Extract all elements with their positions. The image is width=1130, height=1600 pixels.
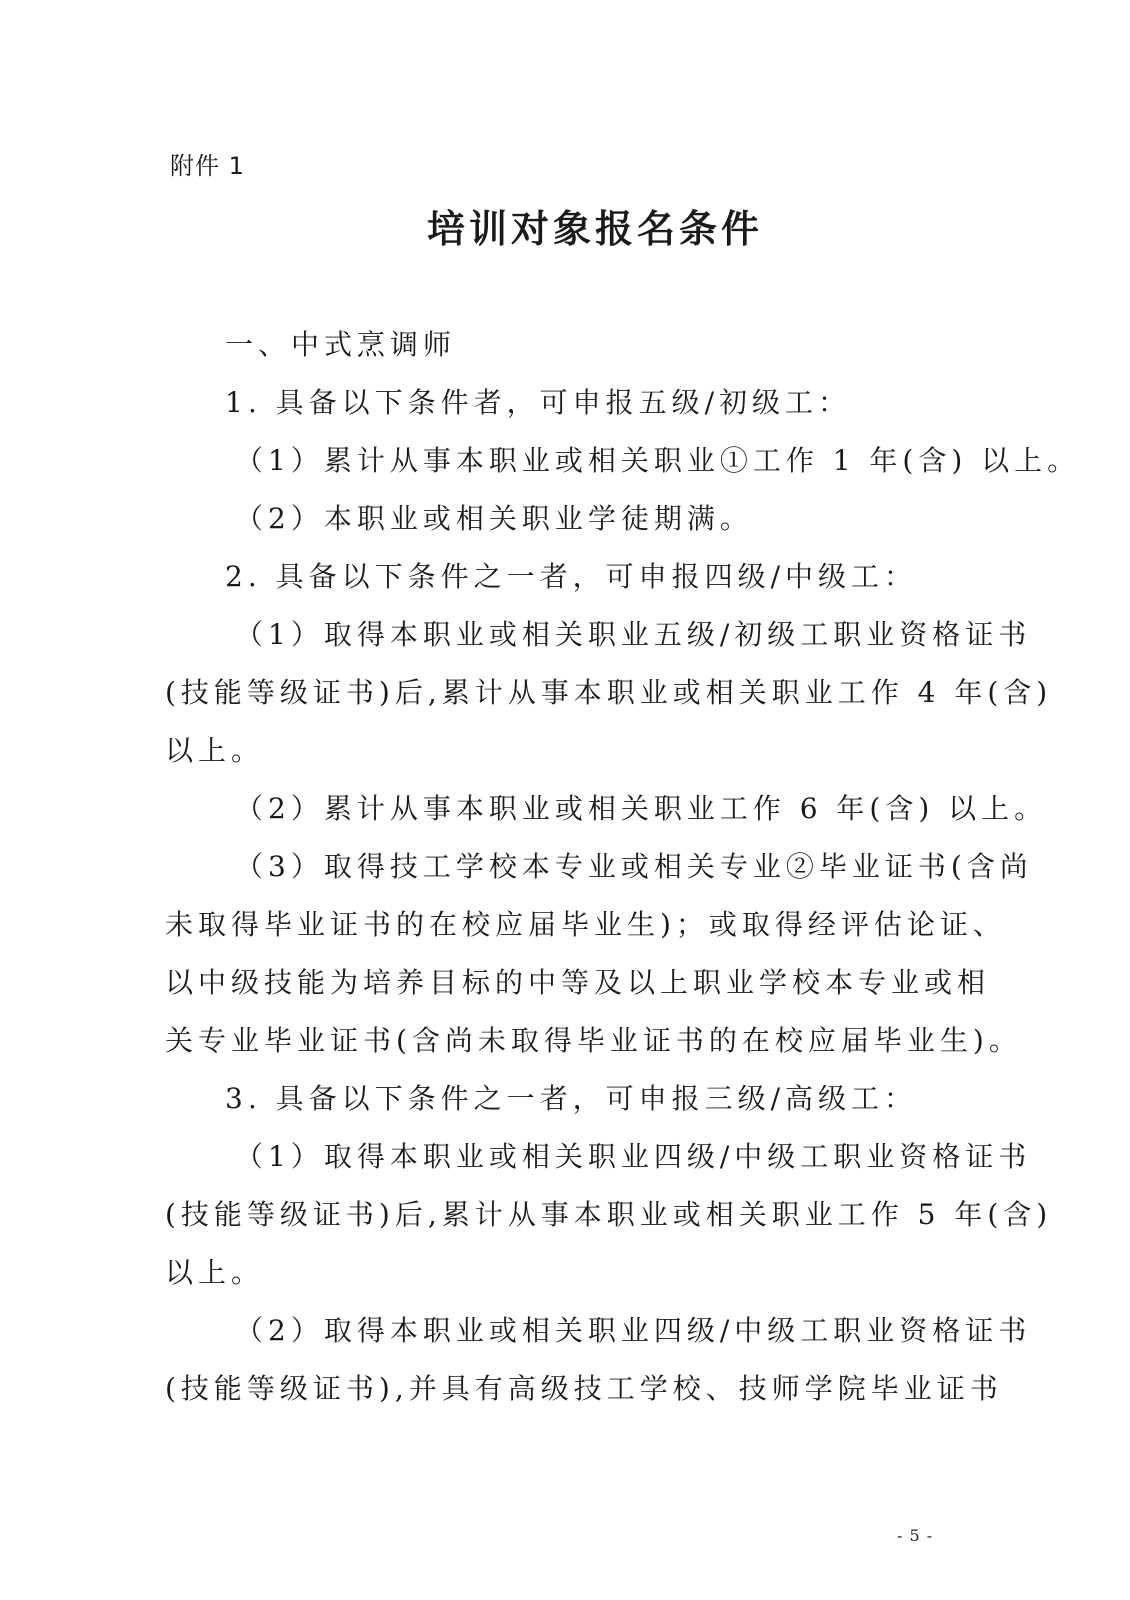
paragraph-line: 以上。	[165, 1256, 265, 1289]
condition-item: （2）本职业或相关职业学徒期满。	[235, 502, 753, 535]
document-title: 培训对象报名条件	[426, 207, 763, 251]
condition-heading: 1. 具备以下条件者，可申报五级/初级工：	[225, 386, 852, 419]
paragraph-line: 关专业毕业证书(含尚未取得毕业证书的在校应届毕业生)。	[165, 1024, 1022, 1057]
condition-item: （3）取得技工学校本专业或相关专业②毕业证书(含尚	[235, 850, 1033, 883]
condition-item: （1）取得本职业或相关职业四级/中级工职业资格证书	[235, 1140, 1032, 1173]
paragraph-line: 未取得毕业证书的在校应届毕业生)；或取得经评估论证、	[165, 908, 1006, 941]
condition-item: （2）累计从事本职业或相关职业工作 6 年(含) 以上。	[235, 792, 1048, 825]
paragraph-line: 以上。	[165, 734, 265, 767]
condition-item: （2）取得本职业或相关职业四级/中级工职业资格证书	[235, 1314, 1032, 1347]
condition-heading: 3. 具备以下条件之一者，可申报三级/高级工：	[225, 1082, 918, 1115]
attachment-label: 附件 1	[170, 152, 245, 180]
paragraph-line: (技能等级证书)后,累计从事本职业或相关职业工作 5 年(含)	[165, 1198, 1053, 1231]
paragraph-line: (技能等级证书),并具有高级技工学校、技师学院毕业证书	[165, 1372, 1003, 1405]
paragraph-line: 以中级技能为培养目标的中等及以上职业学校本专业或相	[165, 966, 991, 999]
page-number: - 5 -	[897, 1526, 934, 1545]
condition-item: （1）累计从事本职业或相关职业①工作 1 年(含) 以上。	[235, 444, 1081, 477]
document-body	[165, 316, 1081, 1418]
section-heading: 一、中式烹调师	[225, 328, 457, 361]
condition-heading: 2. 具备以下条件之一者，可申报四级/中级工：	[225, 560, 918, 593]
paragraph-line: (技能等级证书)后,累计从事本职业或相关职业工作 4 年(含)	[165, 676, 1053, 709]
condition-item: （1）取得本职业或相关职业五级/初级工职业资格证书	[235, 618, 1032, 651]
